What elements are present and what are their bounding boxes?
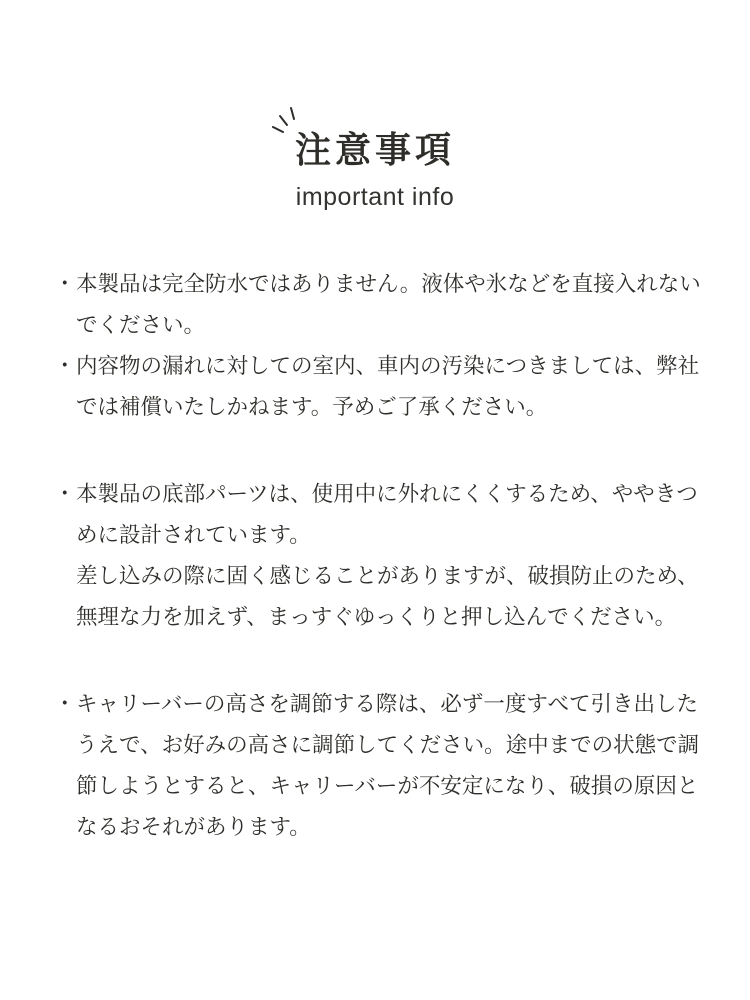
item-text: キャリーバーの高さを調節する際は、必ず一度すべて引き出したうえで、お好みの高さに調節してください。途中までの状態で調節しようとすると、キャリーバーが不安定になり、破損の原因となるおそれがあります。 xyxy=(76,692,700,840)
section-spacer xyxy=(52,638,712,684)
page-title: 注意事項 xyxy=(294,130,455,171)
header xyxy=(0,105,750,212)
list-item xyxy=(52,346,712,428)
sparkle-lines-icon xyxy=(271,105,301,135)
item-text: 内容物の漏れに対しての室内、車内の汚染につきましては、弊社では補償いたしかねます。予めご了承ください。 xyxy=(76,354,700,420)
list-item xyxy=(52,684,712,848)
bullet: ・ xyxy=(54,692,76,717)
bullet: ・ xyxy=(54,354,76,379)
title-wrap xyxy=(295,105,455,173)
item-text: 本製品の底部パーツは、使用中に外れにくくするため、ややきつめに設計されています。 xyxy=(76,482,698,548)
item-text: 差し込みの際に固く感じることがありますが、破損防止のため、無理な力を加えず、まっすぐゆっくりと押し込んでください。 xyxy=(76,564,699,630)
notice-list xyxy=(52,264,712,848)
list-item xyxy=(52,264,712,346)
section-spacer xyxy=(52,428,712,474)
bullet: ・ xyxy=(54,482,76,507)
item-text: 本製品は完全防水ではありません。液体や氷などを直接入れないでください。 xyxy=(76,272,701,338)
bullet: ・ xyxy=(54,272,76,297)
list-item xyxy=(52,474,712,638)
page-subtitle: important info xyxy=(295,183,455,211)
